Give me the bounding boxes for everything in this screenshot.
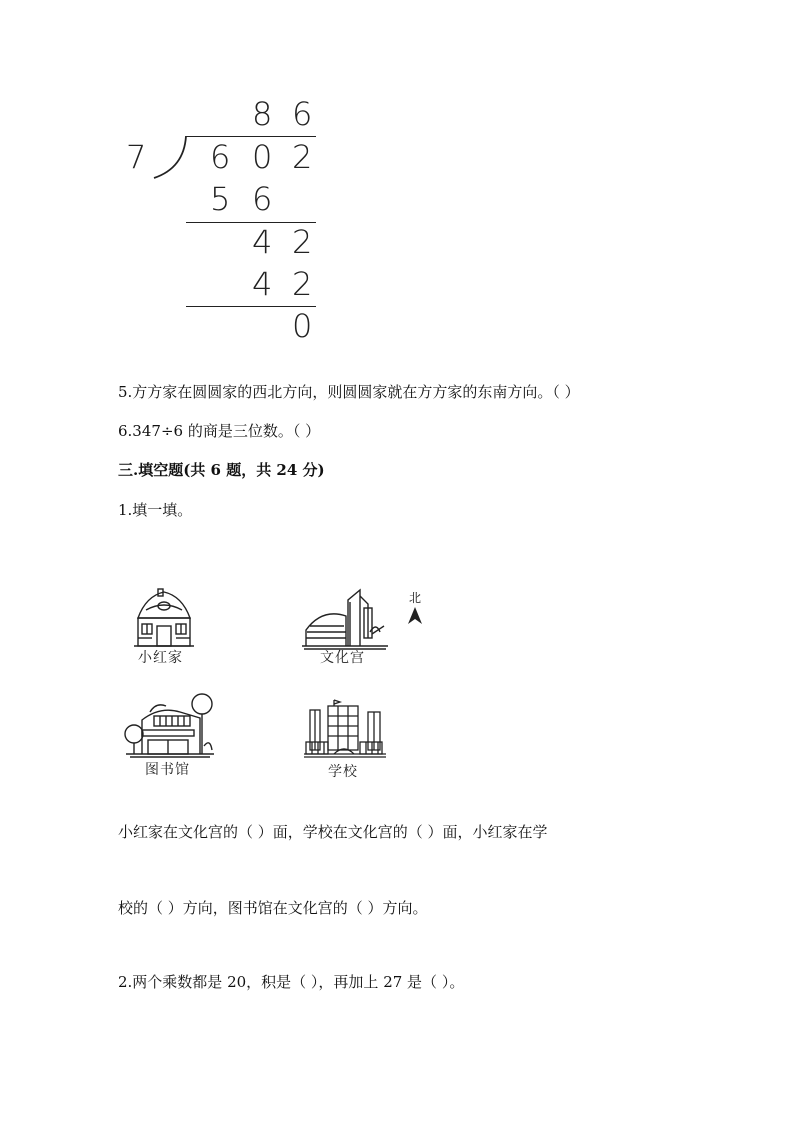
remainder-digit: 4 [252,223,273,261]
question-1-title: 1.填一填。 [118,501,193,519]
question-5: 5.方方家在圆圆家的西北方向，则圆圆家就在方方家的东南方向。（ ） [118,383,580,401]
remainder-digit: 2 [292,223,313,261]
quotient-digit: 8 [252,95,273,133]
section-title: 三.填空题(共 6 题，共 24 分) [118,461,325,479]
north-label: 北 [409,591,422,605]
house-icon [132,588,196,650]
product-digit: 2 [292,265,313,303]
place-label-xiaohong-home: 小红家 [138,650,183,666]
dividend-digit: 2 [292,138,313,176]
division-bracket [150,134,192,182]
quotient-digit: 6 [292,95,313,133]
cultural-palace-icon [302,586,388,650]
place-label-library: 图书馆 [145,762,190,778]
dividend-digit: 6 [210,138,231,176]
product-digit: 5 [210,180,231,218]
place-label-cultural-palace: 文化宫 [320,650,365,666]
place-label-school: 学校 [328,764,358,780]
school-icon [304,696,386,760]
final-remainder: 0 [292,307,313,345]
divisor: 7 [126,138,147,176]
library-icon [120,690,216,758]
division-bar [186,136,316,137]
question-1-line-2: 校的（ ）方向，图书馆在文化宫的（ ）方向。 [118,899,428,917]
north-arrow-icon [406,606,424,626]
question-6: 6.347÷6 的商是三位数。（ ） [118,422,321,440]
product-digit: 4 [252,265,273,303]
product-digit: 6 [252,180,273,218]
question-1-line-1: 小红家在文化宫的（ ）面，学校在文化宫的（ ）面，小红家在学 [118,823,548,841]
dividend-digit: 0 [252,138,273,176]
question-2: 2.两个乘数都是 20，积是（ ），再加上 27 是（ ）。 [118,973,465,991]
